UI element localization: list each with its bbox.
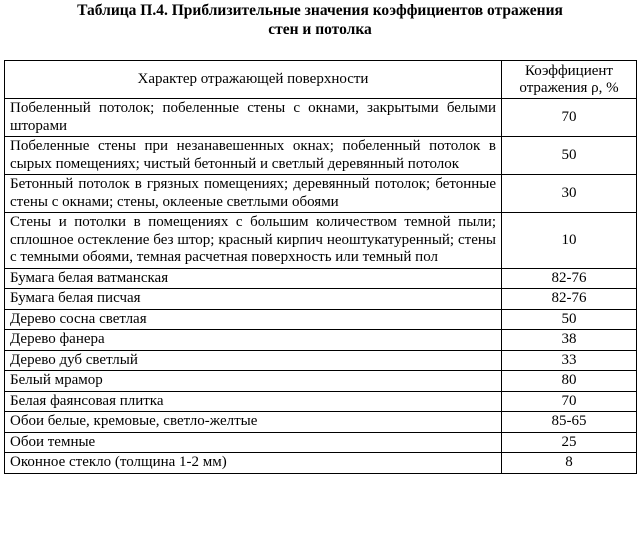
caption-line-1: Таблица П.4. Приблизительные значения коэффициентов отражения <box>77 2 563 19</box>
coefficient-cell: 82-76 <box>502 268 637 289</box>
table-row <box>5 371 637 392</box>
table-row <box>5 391 637 412</box>
surface-cell: Бетонный потолок в грязных помещениях; деревянный потолок; бетонные стены с окнами; стены, оклееные светлыми обоями <box>5 175 502 213</box>
coefficient-cell: 25 <box>502 432 637 453</box>
surface-cell: Дерево сосна светлая <box>5 309 502 330</box>
surface-cell: Обои темные <box>5 432 502 453</box>
coefficient-cell: 70 <box>502 391 637 412</box>
table-row <box>5 175 637 213</box>
table-row <box>5 289 637 310</box>
table-row <box>5 432 637 453</box>
table-row <box>5 412 637 433</box>
caption-line-2: стен и потолка <box>268 21 372 38</box>
coefficient-cell: 85-65 <box>502 412 637 433</box>
coefficient-cell: 38 <box>502 330 637 351</box>
surface-cell: Белый мрамор <box>5 371 502 392</box>
surface-cell: Обои белые, кремовые, светло-желтые <box>5 412 502 433</box>
coefficient-cell: 30 <box>502 175 637 213</box>
coefficient-cell: 50 <box>502 137 637 175</box>
surface-cell: Дерево фанера <box>5 330 502 351</box>
header-coefficient <box>502 61 637 99</box>
coefficient-cell: 50 <box>502 309 637 330</box>
header-surface: Характер отражающей поверхности <box>5 61 502 99</box>
table-row <box>5 268 637 289</box>
coefficient-cell: 33 <box>502 350 637 371</box>
header-coefficient-line-2: отражения ρ, % <box>519 79 619 96</box>
coefficient-cell: 82-76 <box>502 289 637 310</box>
table-row <box>5 453 637 474</box>
table-row <box>5 350 637 371</box>
surface-cell: Бумага белая ватманская <box>5 268 502 289</box>
surface-cell: Стены и потолки в помещениях с большим количеством темной пыли; сплошное остекление без штор; красный кирпич неоштукатуренный; стены с темными обоями, темная расчетная поверхность или темный пол <box>5 213 502 269</box>
surface-cell: Бумага белая писчая <box>5 289 502 310</box>
table-row <box>5 99 637 137</box>
surface-cell: Оконное стекло (толщина 1-2 мм) <box>5 453 502 474</box>
coefficient-cell: 8 <box>502 453 637 474</box>
coefficient-cell: 80 <box>502 371 637 392</box>
table-row <box>5 213 637 269</box>
coefficient-cell: 70 <box>502 99 637 137</box>
table-row <box>5 309 637 330</box>
reflection-coefficients-table <box>4 60 637 474</box>
header-coefficient-line-1: Коэффициент <box>525 62 613 79</box>
surface-cell: Белая фаянсовая плитка <box>5 391 502 412</box>
surface-cell: Побеленные стены при незанавешенных окнах; побеленный потолок в сырых помещениях; чистый бетонный и светлый деревянный потолок <box>5 137 502 175</box>
table-caption <box>0 1 640 39</box>
table-header-row <box>5 61 637 99</box>
table-row <box>5 330 637 351</box>
table-row <box>5 137 637 175</box>
surface-cell: Побеленный потолок; побеленные стены с окнами, закрытыми белыми шторами <box>5 99 502 137</box>
coefficient-cell: 10 <box>502 213 637 269</box>
surface-cell: Дерево дуб светлый <box>5 350 502 371</box>
